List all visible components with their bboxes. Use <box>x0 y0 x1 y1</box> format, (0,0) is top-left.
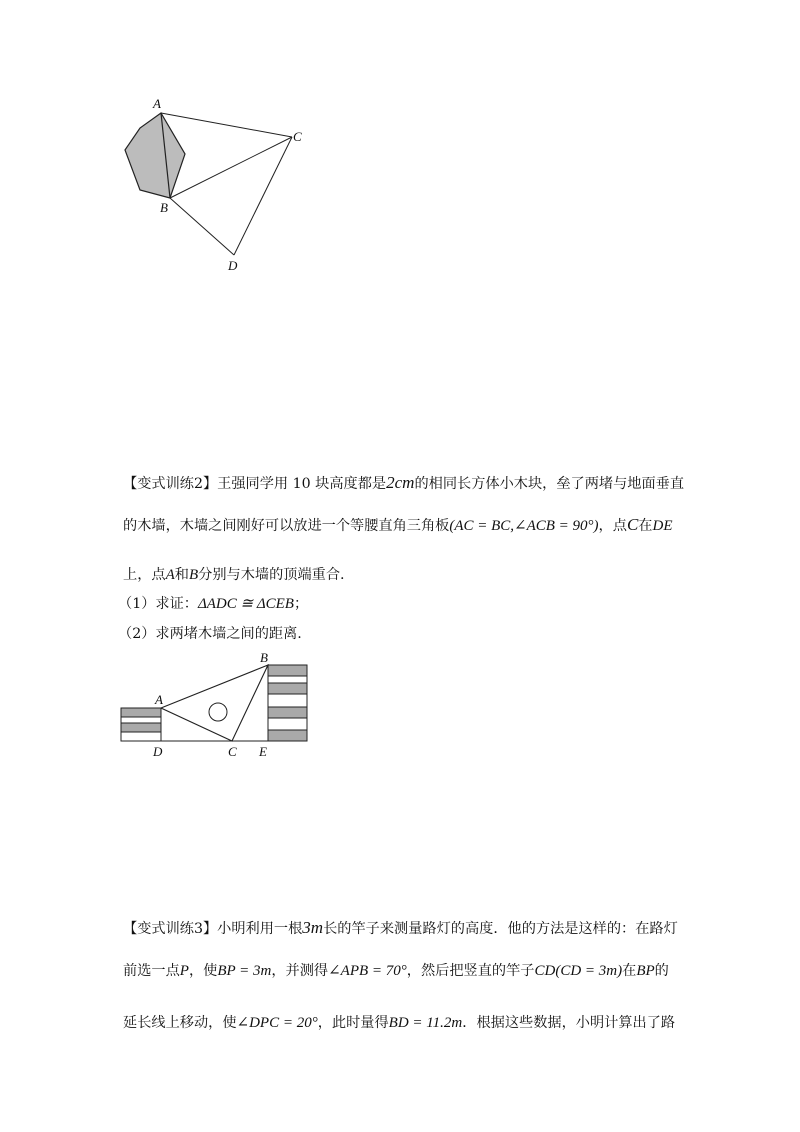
text: 小明利用一根 <box>217 921 303 937</box>
text: ，然后把竖直的竿子 <box>406 963 535 979</box>
text: 上，点 <box>123 567 166 583</box>
problem-2-line-2 <box>123 515 672 536</box>
text: ； <box>293 596 309 612</box>
text: 王强同学用 10 块高度都是 <box>217 476 387 492</box>
math-cd: CD(CD = 3m) <box>534 963 623 979</box>
label-b: B <box>160 200 168 215</box>
text: 前选一点 <box>123 963 180 979</box>
math-3m: 3m <box>302 918 324 937</box>
math-congruence: ΔADC ≅ ΔCEB <box>197 596 294 612</box>
problem-2-header: 【变式训练2】 <box>123 476 218 492</box>
text: 延长线上移动，使 <box>123 1015 237 1031</box>
problem-2-question-1 <box>118 594 308 614</box>
problem-3-header: 【变式训练3】 <box>123 921 218 937</box>
math-2cm: 2cm <box>386 473 415 492</box>
right-triangle-board <box>161 665 268 741</box>
math-de: DE <box>652 518 673 534</box>
triangle-hole <box>209 703 227 721</box>
math-bd: BD = 11.2m <box>388 1015 463 1031</box>
math-angle-dpc: ∠DPC = 20° <box>236 1015 318 1031</box>
label-e: E <box>259 744 267 759</box>
figure-2-walls <box>115 650 315 760</box>
math-bp-2: BP <box>636 963 655 979</box>
label-c: C <box>228 744 237 759</box>
text: （1）求证： <box>118 596 198 612</box>
text: 的相同长方体小木块，垒了两堵与地面垂直 <box>414 476 685 492</box>
shaded-hexagon <box>125 113 185 198</box>
segment-cd <box>234 137 292 255</box>
problem-3-line-2 <box>123 961 669 981</box>
text: ，此时量得 <box>317 1015 389 1031</box>
label-d: D <box>153 744 163 759</box>
label-a: A <box>155 692 163 707</box>
math-bp: BP = 3m <box>217 963 272 979</box>
text: ，并测得 <box>271 963 329 979</box>
math-angle-apb: ∠APB = 70° <box>328 963 407 979</box>
math-c: C <box>626 515 639 534</box>
text: 的木墙，木墙之间刚好可以放进一个等腰直角三角板 <box>123 518 450 534</box>
label-c: C <box>293 129 302 144</box>
segment-ac <box>161 113 292 137</box>
figure-1-geometry <box>110 95 310 275</box>
text: 在 <box>638 518 653 534</box>
problem-2-line-3 <box>123 565 345 585</box>
text: 的 <box>654 963 669 979</box>
text: 在 <box>622 963 637 979</box>
segment-bd <box>170 198 234 255</box>
label-a: A <box>153 96 161 111</box>
text: 和 <box>174 567 189 583</box>
label-d: D <box>228 258 238 273</box>
text: 长的竿子来测量路灯的高度．他的方法是这样的：在路灯 <box>323 921 678 937</box>
left-wall <box>121 708 161 741</box>
problem-3-line-3 <box>123 1013 675 1033</box>
math-a: A <box>165 567 175 583</box>
math-condition: (AC = BC,∠ACB = 90°) <box>449 518 599 534</box>
label-b: B <box>260 650 268 665</box>
text: ，点 <box>598 518 627 534</box>
problem-3-line-1 <box>123 918 678 939</box>
segment-bc <box>170 137 292 198</box>
math-b: B <box>188 567 199 583</box>
right-wall <box>268 665 307 741</box>
text: 分别与木墙的顶端重合. <box>198 567 345 583</box>
problem-2-line-1 <box>123 473 684 494</box>
problem-2-question-2 <box>118 624 302 644</box>
math-p: P <box>179 963 189 979</box>
text: （2）求两堵木墙之间的距离. <box>118 626 302 642</box>
text: ．根据这些数据，小明计算出了路 <box>462 1015 676 1031</box>
text: ，使 <box>188 963 218 979</box>
